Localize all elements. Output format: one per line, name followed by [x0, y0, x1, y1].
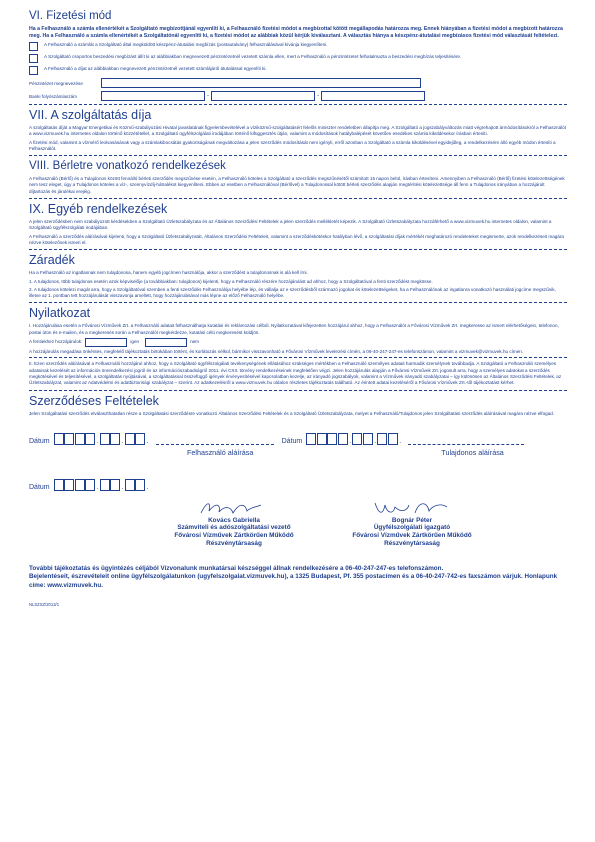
bank-name-field[interactable]: [101, 78, 421, 88]
user-signature-caption: Felhasználó aláírása: [187, 447, 254, 457]
owner-signature-line[interactable]: [408, 434, 524, 445]
section-9-p1: A jelen szerződésben nem szabályozott kérdésekben a Szolgáltató Üzletszabályzata és az Általános Szerződési Feltételek a jelen szerződés mellékletét képezik. A Szolgáltató Üzletszabályzata hozzáférhető a www.vizmuvek.hu internetes oldalon, valamint a Szolgáltató ügyfélszolgálati irodájában.: [29, 219, 552, 231]
signer-2-company-type: Részvénytársaság: [384, 539, 440, 547]
direct-debit-checkbox[interactable]: [29, 54, 38, 63]
date-label: Dátum: [29, 437, 50, 445]
transfer-option-label: A Felhasználó a díjat az alábbiakban megnevezett pénzintézetnél vezetett számlájáról átutalással egyenlíti ki.: [44, 66, 267, 71]
consent-yes-box[interactable]: [85, 338, 127, 347]
section-8-p1: A Felhasználó (Bérlő) és a Tulajdonos között fennálló bérleti szerződés megszűnése esetén, a Felhasználó köteles a Szolgáltató a szerződés megszűnésétől számított 15 napon belül, írásban értesíteni. Amennyiben a Felhasználó (Bérlő) fizetési kötelezettségének nem tesz eleget, úgy a Tulajdonos köteles a víz-, szennyvízdíj-hátralékot kiegyenlíteni. Ebben az esetben a Felhasználóval (Bérlővel) a Tulajdonossal kötött bérleti szerződés alapján megtérítési kötelezettsége áll fenn a Tulajdonos irányában a hozzájárult díjtartozás és járulékai erejéig.: [29, 176, 565, 194]
clause-title: Záradék: [29, 253, 75, 268]
form-code: NLSZSZ/2013/1: [29, 602, 60, 608]
signer-1-name: Kovács Gabriella: [208, 516, 260, 524]
declaration-p1: I. Hozzájárulása esetén a Fővárosi Vízművek Zrt. a Felhasználó adatait felhasználhatja kutatási és reklámozási célból. Nyilatkozatával kifejezetten hozzájárul ahhoz, hogy a Felhasználót a Fővárosi Vízművek Zrt. megkeresse az ismert elérhetőségein, telefonon, postai úton és e-mailen, és a megkeresés során a Felhasználót megkérdezze, kutatási célú megkeresést küldjön.: [29, 323, 559, 335]
date-label: Dátum: [29, 483, 50, 491]
signer-2-name: Bognár Péter: [391, 516, 433, 524]
signer-2-title: Ügyfélszolgálati igazgató: [373, 524, 451, 532]
signature-row-1: [29, 433, 567, 445]
consent-yes-label: igen: [130, 339, 140, 345]
date-field-user[interactable]: . . .: [54, 433, 150, 445]
divider: [29, 302, 567, 303]
direct-debit-option-label: A Szolgáltató csoportos beszedési megbízást állít ki az alábbiakban megnevezett pénzintézetnél vezetett számla ellen, mert a Felhasználó a pénzintézetet felhatalmazta a beszedési megbízás teljesítésére.: [44, 54, 462, 59]
account-number-part-1[interactable]: [101, 91, 205, 101]
signer-1-company-type: Részvénytársaság: [206, 539, 262, 547]
declaration-p2: A hozzájárulás megadása önkéntes, megfelelő tájékoztatás birtokában történt, és korlátozás nélkül, bármikor visszavonható a Fővárosi Vízművek levelezési címén, a 06-40-247-247-es telefonszámon, valamint a vizmuvek@vizmuvek.hu címen.: [29, 349, 524, 355]
postal-option-label: A Felhasználó a számlát a Szolgáltató által megküldött készpénz-átutalási megbízás (postautalvány) felhasználásával kívánja kiegyenlíteni.: [44, 42, 328, 47]
signer-2-block: [347, 517, 477, 547]
declaration-title: Nyilatkozat: [29, 306, 91, 321]
signature-2-handwriting: [371, 497, 451, 519]
section-6-intro: Ha a Felhasználó a számla ellenértékét a Szolgáltató megbízottjánál egyenlíti ki, a Felhasználó fizetési módot a megbízottal kötött megállapodás határozza meg. Ennek hiányában a fizetési módot a megbízott határozza meg. Ha a Felhasználó a számla ellenértékét a Szolgáltatónál egyenlíti ki, a fizetési módot az alábbiak közül kérjük kiválasztani. A választás hiánya a készpénz-átutalási megbízásos fizetési mód választását feltételezi.: [29, 26, 563, 39]
bank-name-row: [29, 78, 567, 88]
payment-option-direct-debit[interactable]: [29, 54, 567, 63]
divider: [29, 390, 567, 391]
section-7-p1: A szolgáltatás díját a Magyar Energetikai és Közmű-szabályozási Hivatal javaslatának figyelembevételével a víziközmű-szolgáltatásért felelős miniszter rendeletben állapítja meg. A Szolgáltató a jogszabályváltozás miatt végrehajtott ármódosításokról a Felhasználót a www.vizmuvek.hu internetes oldalon történő közzététellel, a Szolgáltató ügyfélszolgálati irodájában történő kifüggesztés útján, valamint a módosítások hatálybalépését követően esedékes számla kiküldésekor írásban értesíti.: [29, 125, 566, 137]
divider: [29, 155, 567, 156]
date-field-owner[interactable]: . . .: [306, 433, 402, 445]
postal-checkbox[interactable]: [29, 42, 38, 51]
signer-2-company: Fővárosi Vízművek Zártkörűen Működő: [352, 532, 472, 540]
owner-signature-caption: Tulajdonos aláírása: [441, 447, 504, 457]
payment-option-postal[interactable]: [29, 42, 567, 51]
account-dash: -: [317, 93, 319, 99]
signer-1-block: [169, 517, 299, 547]
contract-terms-p1: Jelen Szolgáltatási szerződés elválaszthatatlan része a Szolgáltatási szerződésre vonatkozó Általános Szerződési Feltételek és a Szolgáltató Üzletszabályzata, melyet a Felhasználó/Tulajdonos jelen Szolgáltatási szerződés aláírásával magára nézve elfogad.: [29, 410, 555, 416]
section-6-title: VI. Fizetési mód: [29, 10, 112, 22]
contract-terms-title: Szerződéses Feltételek: [29, 393, 159, 408]
declaration-p3: II. Ezen szerződés aláírásával a Felhasználó hozzájárul ahhoz, hogy a Szolgáltató ügyfélszolgálati tevékenységének ellátásához szükséges mértékben a Felhasználó személyes adatait harmadik személynek továbbadja. A Szolgáltató a Felhasználó személyes adatainak kezelését az információs önrendelkezési jogról és az információszabadságról 2011. évi CXII. törvény rendelkezéseinek megfelelően végzi. Jelen hozzájárulás alapján a Fővárosi Vízművek Zrt. jogosult arra, hogy a személyes adatokat a szerződés megkötésével és teljesítésével, a szolgáltatás nyújtásával, a szolgáltatással összefüggő igények érvényesítésével kapcsolatban kezelje, az irányadó jogszabályok, valamint a Vízművek irányadó szabályzatai – így különösen az Általános Szerződési Feltételek, az Üzletszabályzat, valamint az Adatvédelmi és adatbiztonsági szabályzat – szerint. Az adatkezelésről a www.vizmuvek.hu oldalon részletes tájékoztatás található. Az érintett adatai kezeléséről a Fővárosi Vízművek Zrt.-től tájékoztatást kérhet.: [29, 361, 562, 386]
clause-p2: 1. A tulajdonos, több tulajdonos esetén azok képviselője (a továbbiakban: tulajdonos) kijelenti, hogy a Felhasználó részére hozzájárulást ad ahhoz, hogy a Szolgáltatóval a fenti szerződést megkösse.: [29, 278, 433, 284]
account-number-label: Banki folyószámlaszám: [29, 93, 77, 99]
signature-1-handwriting: [197, 497, 267, 519]
payment-option-transfer[interactable]: [29, 66, 567, 75]
document-page: [29, 10, 567, 607]
section-9-p2: A Felhasználó a szerződés aláírásával kijelenti, hogy a Szolgáltató Üzletszabályzatát, Általános Szerződési Feltételeit, valamint a szerződéskötéskor hatályban lévő, a szolgáltatási díjak mértékét meghatározó rendeleteket megismerte, azok rendelkezéseit magára nézve kötelezőnek ismeri el.: [29, 233, 564, 245]
clause-p3: 2. A tulajdonos kötelezi magát arra, hogy a Szolgáltatóval szemben a fenti szerződés Felhasználója helyébe lép, és vállalja az e szerződésből származó jogokat és kötelezettségeket, ha a Felhasználónak az ingatlanra vonatkozó használati jogcíme megszűnik, illetve az 1. pontban tett hozzájárulását visszavonja amellett, hogy hozzájárulásával más lépne az előző Felhasználó helyébe.: [29, 286, 556, 299]
consent-label: A fentiekhez hozzájárulok:: [29, 339, 83, 345]
footer-line-2: Bejelentéseit, észrevételeit online ügyfélszolgálatunkon (ugyfelszolgalat.vizmuvek.hu), a 1325 Budapest, Pf. 355 postacímen és a 06-40-247-742-es faxszámon várjuk. Honlapunk címe: www.vizmuvek.hu.: [29, 573, 558, 589]
signer-1-title: Számviteli és adószolgáltatási vezető: [177, 524, 291, 532]
consent-no-box[interactable]: [145, 338, 187, 347]
signature-row-2: [29, 479, 567, 491]
section-7-p2: A fizetési mód, valamint a vízmérő leolvasásának vagy a számlakibocsátás gyakoriságának megváltozása a jelen szerződés módosítását nem igényli, erről azonban a Szolgáltató a számla kiküldésével egyidejűleg, a rendelkezésére álló egyéb módon értesíti a Felhasználót.: [29, 139, 556, 151]
transfer-checkbox[interactable]: [29, 66, 38, 75]
date-field-provider[interactable]: . . .: [54, 479, 150, 491]
clause-p1: Ha a Felhasználó az ingatlannak nem tulajdonosa, hanem egyéb jogcímen használója, akkor a szerződést a tulajdonosnak is alá kell írni.: [29, 270, 308, 276]
user-signature-line[interactable]: [156, 434, 274, 445]
divider: [29, 249, 567, 250]
account-number-part-2[interactable]: [211, 91, 315, 101]
divider: [29, 198, 567, 199]
section-9-title: IX. Egyéb rendelkezések: [29, 202, 168, 217]
bank-name-label: Pénzintézet megnevezése: [29, 80, 83, 86]
signature-captions: [29, 448, 567, 457]
divider: [29, 357, 567, 358]
date-label: Dátum: [281, 437, 303, 445]
signer-1-company: Fővárosi Vízművek Zártkörűen Működő: [174, 532, 294, 540]
section-8-title: VIII. Bérletre vonatkozó rendelkezések: [29, 160, 226, 173]
footer-line-1: További tájékoztatás és ügyintézés céljából Vízvonalunk munkatársai készséggel állnak rendelkezésére a 06-40-247-247-es telefonszámon.: [29, 564, 444, 572]
consent-row: [29, 338, 567, 347]
account-number-row: [29, 91, 567, 101]
provider-signatures: [29, 497, 567, 563]
divider: [29, 104, 567, 105]
section-7-title: VII. A szolgáltatás díja: [29, 108, 152, 122]
account-number-part-3[interactable]: [321, 91, 425, 101]
footer-info: [29, 565, 567, 590]
account-dash: -: [207, 93, 209, 99]
consent-no-label: nem: [190, 339, 199, 345]
